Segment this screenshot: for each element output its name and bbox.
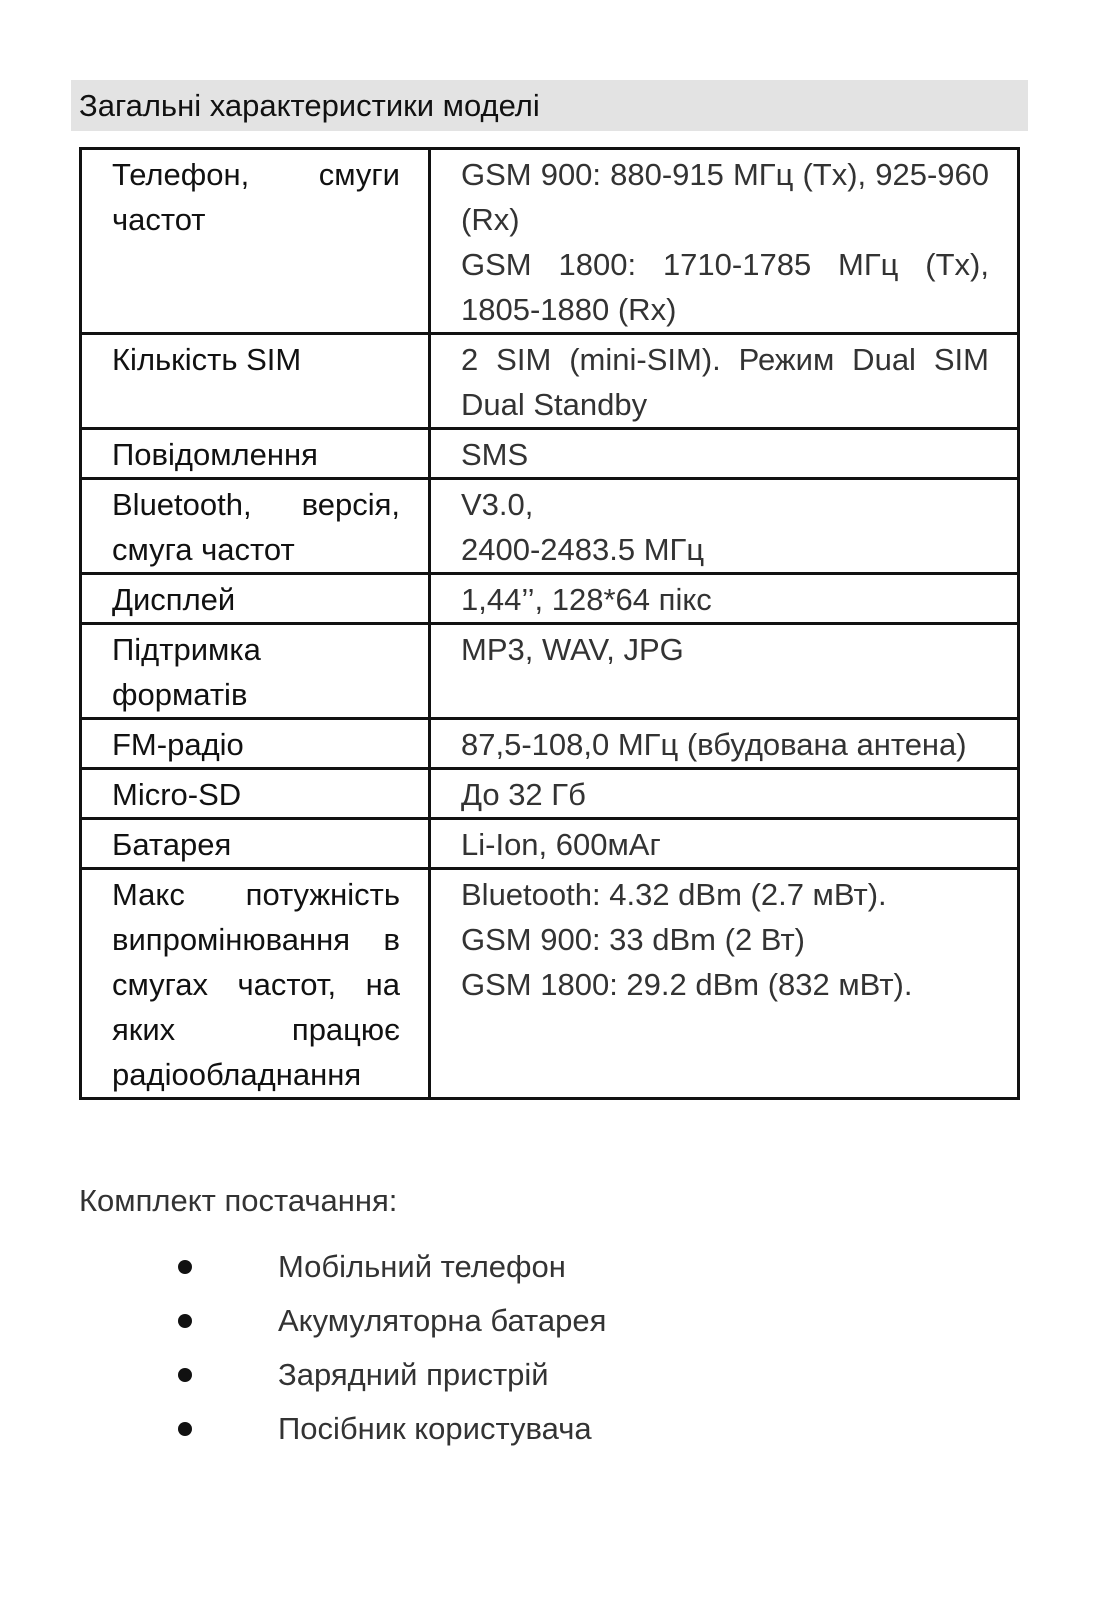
spec-value-line: GSM 1800: 1710-1785 МГц (Tx), 1805-1880 (Rx) — [461, 247, 989, 327]
spec-value — [430, 769, 1019, 819]
spec-value-line: GSM 900: 33 dBm (2 Вт) — [461, 922, 805, 957]
spec-value — [430, 429, 1019, 479]
spec-label: Повідомлення — [81, 429, 430, 479]
spec-label: Батарея — [81, 819, 430, 869]
list-item — [0, 1348, 1120, 1402]
spec-value-line: 2400-2483.5 МГц — [461, 532, 705, 567]
table-row — [81, 334, 1019, 429]
spec-label: Micro-SD — [81, 769, 430, 819]
spec-value-line: 87,5-108,0 МГц (вбудована антена) — [461, 727, 967, 762]
spec-label: Телефон, смуги частот — [81, 149, 430, 334]
section-title: Загальні характеристики моделі — [71, 80, 1028, 131]
spec-value-line: До 32 Гб — [461, 777, 586, 812]
spec-label: FM-радіо — [81, 719, 430, 769]
table-row — [81, 769, 1019, 819]
kit-item-label: Акумуляторна батарея — [278, 1303, 607, 1338]
spec-label: Макс потужність випромінювання в смугах частот, на яких працює радіообладнання — [81, 869, 430, 1099]
table-row — [81, 479, 1019, 574]
spec-value — [430, 574, 1019, 624]
table-row — [81, 624, 1019, 719]
spec-value — [430, 819, 1019, 869]
kit-item-label: Мобільний телефон — [278, 1249, 566, 1284]
spec-value — [430, 149, 1019, 334]
spec-value-line: GSM 900: 880-915 МГц (Tx), 925-960 (Rx) — [461, 157, 989, 237]
table-row — [81, 574, 1019, 624]
spec-value — [430, 869, 1019, 1099]
kit-item-label: Посібник користувача — [278, 1411, 592, 1446]
spec-label: Кількість SIM — [81, 334, 430, 429]
spec-value-line: Bluetooth: 4.32 dBm (2.7 мВт). — [461, 877, 887, 912]
spec-value — [430, 719, 1019, 769]
bullet-icon — [178, 1260, 192, 1274]
spec-value — [430, 479, 1019, 574]
list-item — [0, 1402, 1120, 1456]
spec-value-line: MP3, WAV, JPG — [461, 632, 684, 667]
table-row — [81, 869, 1019, 1099]
bullet-icon — [178, 1368, 192, 1382]
spec-value — [430, 624, 1019, 719]
specs-table — [79, 147, 1020, 1100]
spec-value-line: GSM 1800: 29.2 dBm (832 мВт). — [461, 967, 913, 1002]
list-item — [0, 1240, 1120, 1294]
spec-value — [430, 334, 1019, 429]
bullet-icon — [178, 1314, 192, 1328]
list-item — [0, 1294, 1120, 1348]
kit-list — [0, 1240, 1120, 1456]
table-row — [81, 149, 1019, 334]
spec-label: Bluetooth, версія, смуга частот — [81, 479, 430, 574]
kit-title: Комплект постачання: — [79, 1183, 398, 1218]
spec-value-line: 1,44’’, 128*64 пікс — [461, 582, 712, 617]
kit-item-label: Зарядний пристрій — [278, 1357, 549, 1392]
spec-value-line: V3.0, — [461, 487, 534, 522]
bullet-icon — [178, 1422, 192, 1436]
table-row — [81, 819, 1019, 869]
spec-value-line: SMS — [461, 437, 529, 472]
table-row — [81, 429, 1019, 479]
spec-value-line: Li-Ion, 600мАг — [461, 827, 661, 862]
spec-label: Дисплей — [81, 574, 430, 624]
spec-label: Підтримка форматів — [81, 624, 430, 719]
spec-value-line: 2 SIM (mini-SIM). Режим Dual SIM Dual Standby — [461, 342, 989, 422]
table-row — [81, 719, 1019, 769]
